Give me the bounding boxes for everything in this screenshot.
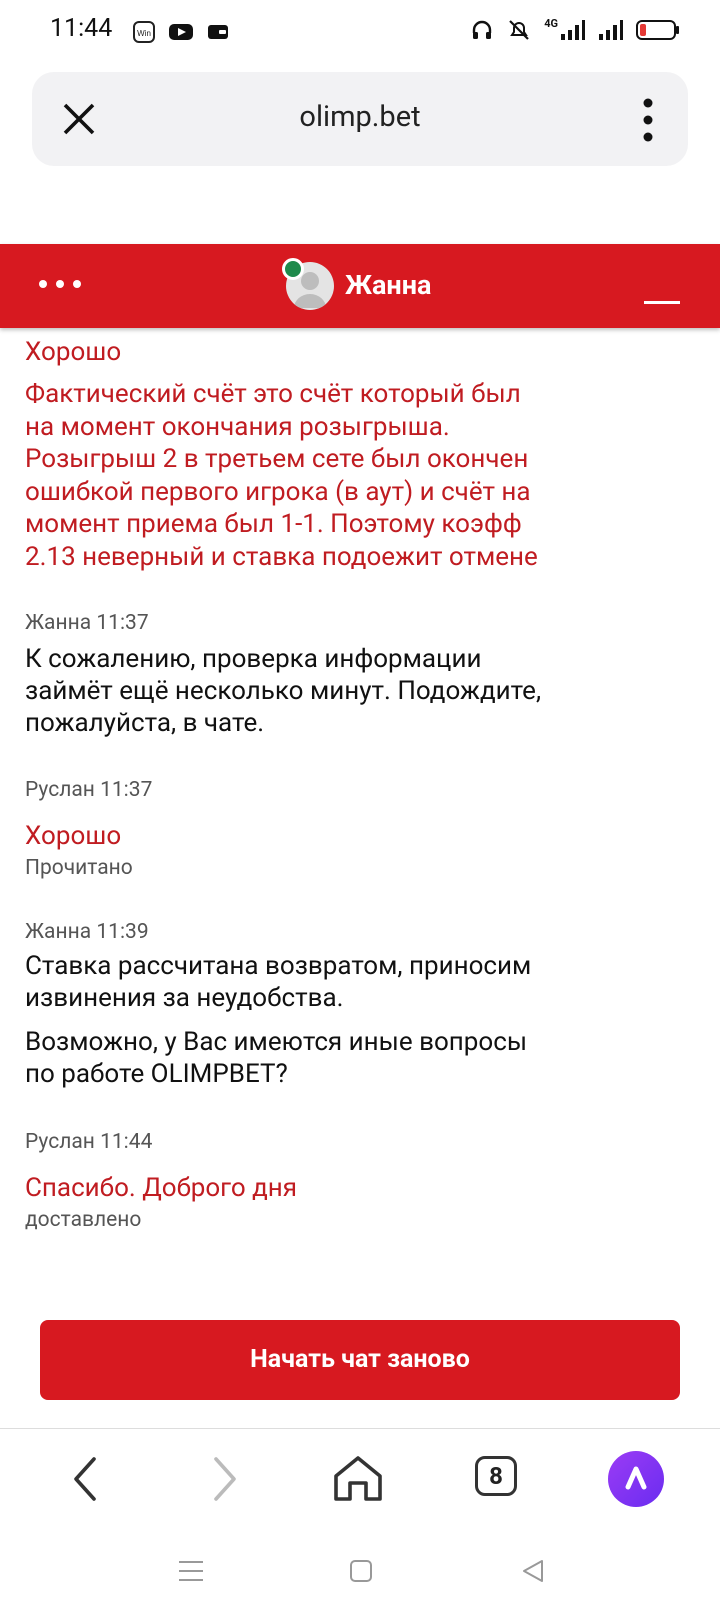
- headphones-icon: [470, 18, 494, 42]
- message-line: на момент окончания розыгрыша.: [25, 412, 450, 442]
- message-line: момент приема был 1-1. Поэтому коэфф: [25, 509, 522, 539]
- tabs-counter[interactable]: 8: [475, 1456, 517, 1496]
- message-line: ошибкой первого игрока (в аут) и счёт на: [25, 477, 531, 507]
- more-horizontal-icon[interactable]: [38, 274, 82, 294]
- notification-icons: [132, 20, 230, 44]
- assistant-icon: [608, 1451, 664, 1507]
- address-bar: [32, 72, 688, 166]
- network-type-label: 4G: [544, 16, 558, 30]
- youtube-icon: [168, 22, 194, 42]
- message-meta: Жанна 11:39: [25, 920, 149, 944]
- message-line: Возможно, у Вас имеются иные вопросы: [25, 1027, 527, 1057]
- message-line: извинения за неудобства.: [25, 983, 344, 1013]
- message-meta: Жанна 11:37: [25, 611, 149, 635]
- system-icons: [470, 18, 680, 42]
- mute-icon: [506, 18, 532, 42]
- signal-icon: [560, 19, 586, 41]
- win-icon: [132, 20, 156, 44]
- message-line: К сожалению, проверка информации: [25, 644, 482, 674]
- wallet-icon: [206, 22, 230, 42]
- forward-icon[interactable]: [194, 1449, 254, 1509]
- restart-chat-button[interactable]: Начать чат заново: [40, 1320, 680, 1400]
- svg-text:Win: Win: [137, 29, 151, 38]
- message-line: Фактический счёт это счёт который был: [25, 379, 521, 409]
- message-text: Хорошо: [25, 337, 122, 367]
- agent-name: Жанна: [345, 269, 432, 301]
- message-meta: Руслан 11:37: [25, 778, 153, 802]
- assistant-button[interactable]: [608, 1451, 664, 1507]
- message-status: Прочитано: [25, 856, 133, 880]
- clock: 11:44: [50, 14, 113, 43]
- minimize-icon[interactable]: [644, 284, 680, 304]
- browser-toolbar: [0, 1428, 720, 1529]
- message-text: Хорошо: [25, 821, 122, 851]
- back-icon[interactable]: [58, 1449, 118, 1509]
- message-line: 2.13 неверный и ставка подоежит отмене: [25, 542, 538, 572]
- more-vertical-icon[interactable]: [642, 98, 654, 142]
- message-line: Ставка рассчитана возвратом, приносим: [25, 951, 532, 981]
- battery-low-icon: [636, 19, 680, 41]
- system-navigation: [0, 1528, 720, 1612]
- signal-icon: [598, 19, 624, 41]
- home-square-icon[interactable]: [346, 1556, 376, 1586]
- page-url[interactable]: olimp.bet: [299, 100, 421, 134]
- status-bar: [0, 0, 720, 64]
- home-icon[interactable]: [328, 1449, 388, 1509]
- chat-header: [0, 244, 720, 328]
- message-text: Спасибо. Доброго дня: [25, 1173, 298, 1203]
- message-line: займёт ещё несколько минут. Подождите,: [25, 676, 542, 706]
- menu-icon[interactable]: [176, 1556, 206, 1586]
- online-indicator: [282, 258, 304, 280]
- message-line: пожалуйста, в чате.: [25, 708, 265, 738]
- message-status: доставлено: [25, 1208, 142, 1232]
- message-line: Розыгрыш 2 в третьем сете был окончен: [25, 444, 529, 474]
- message-meta: Руслан 11:44: [25, 1130, 153, 1154]
- back-triangle-icon[interactable]: [518, 1556, 548, 1586]
- message-line: по работе OLIMPBET?: [25, 1059, 288, 1089]
